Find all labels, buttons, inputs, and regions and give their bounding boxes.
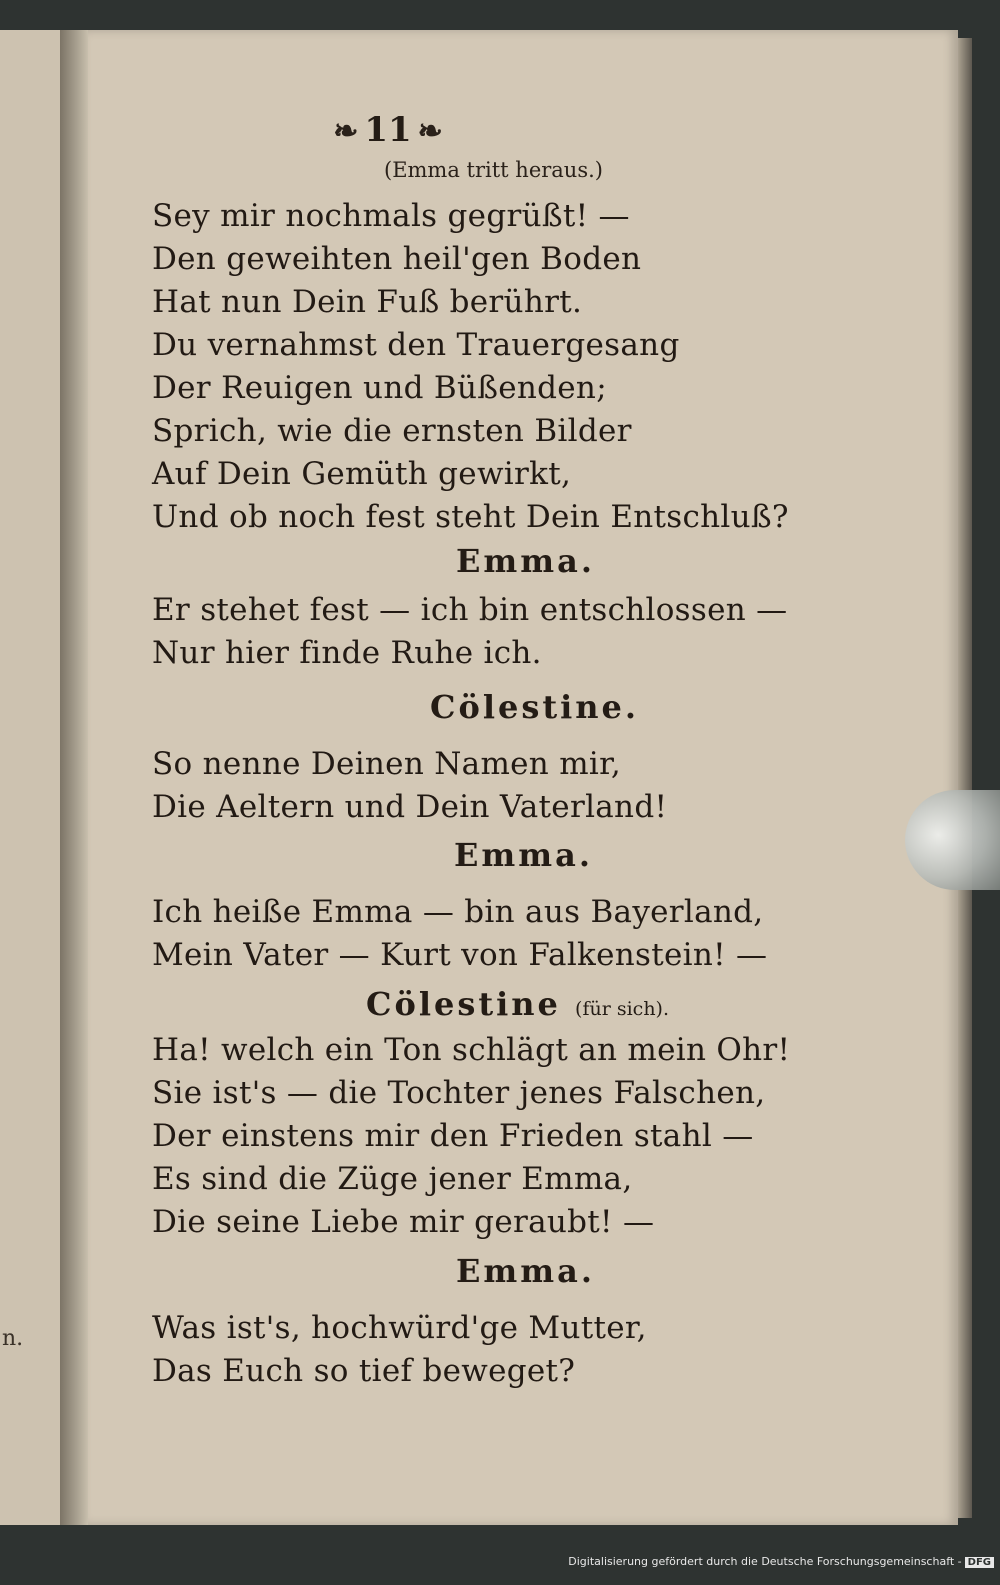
- verse-line: Die Aeltern und Dein Vaterland!: [152, 789, 668, 825]
- verse-line: Mein Vater — Kurt von Falkenstein! —: [152, 937, 768, 973]
- book-page: [88, 30, 958, 1525]
- left-page: [0, 30, 62, 1525]
- speaker-name: Emma.: [456, 1252, 595, 1290]
- speaker-name-text: Cölestine: [366, 985, 561, 1023]
- verse-line: Sey mir nochmals gegrüßt! —: [152, 198, 630, 234]
- verse-line: Du vernahmst den Trauergesang: [152, 327, 680, 363]
- verse-line: Er stehet fest — ich bin entschlossen —: [152, 592, 788, 628]
- ornament-right-icon: ❧: [417, 114, 443, 149]
- verse-line: Ich heiße Emma — bin aus Bayerland,: [152, 894, 764, 930]
- left-page-fragment: n.: [2, 1326, 24, 1351]
- verse-line: Was ist's, hochwürd'ge Mutter,: [152, 1310, 647, 1346]
- digitization-footer: [568, 1555, 994, 1568]
- page-clip: [905, 790, 1000, 890]
- verse-line: Sie ist's — die Tochter jenes Falschen,: [152, 1075, 766, 1111]
- verse-line: Die seine Liebe mir geraubt! —: [152, 1204, 655, 1240]
- verse-line: Der einstens mir den Frieden stahl —: [152, 1118, 754, 1154]
- verse-line: Nur hier finde Ruhe ich.: [152, 635, 542, 671]
- speaker-aside: (für sich).: [575, 998, 670, 1020]
- speaker-name: Cölestine.: [430, 688, 640, 726]
- dfg-logo-icon: DFG: [965, 1557, 994, 1568]
- stage-direction: (Emma tritt heraus.): [384, 158, 603, 182]
- page-number: 11: [364, 110, 412, 150]
- verse-line: Den geweihten heil'gen Boden: [152, 241, 642, 277]
- verse-line: Hat nun Dein Fuß berührt.: [152, 284, 583, 320]
- speaker-name: [366, 985, 669, 1023]
- book-gutter: [60, 30, 88, 1525]
- verse-line: Es sind die Züge jener Emma,: [152, 1161, 633, 1197]
- speaker-name: Emma.: [456, 542, 595, 580]
- verse-line: Und ob noch fest steht Dein Entschluß?: [152, 499, 789, 535]
- verse-line: Der Reuigen und Büßenden;: [152, 370, 607, 406]
- page-header: [88, 110, 688, 150]
- verse-line: Auf Dein Gemüth gewirkt,: [152, 456, 572, 492]
- verse-line: Sprich, wie die ernsten Bilder: [152, 413, 632, 449]
- speaker-name: Emma.: [454, 836, 593, 874]
- verse-line: Ha! welch ein Ton schlägt an mein Ohr!: [152, 1032, 791, 1068]
- ornament-left-icon: ❧: [333, 114, 359, 149]
- verse-line: So nenne Deinen Namen mir,: [152, 746, 621, 782]
- footer-text: Digitalisierung gefördert durch die Deutsche Forschungsgemeinschaft -: [568, 1555, 962, 1568]
- verse-line: Das Euch so tief beweget?: [152, 1353, 576, 1389]
- page-edge: [958, 38, 972, 1518]
